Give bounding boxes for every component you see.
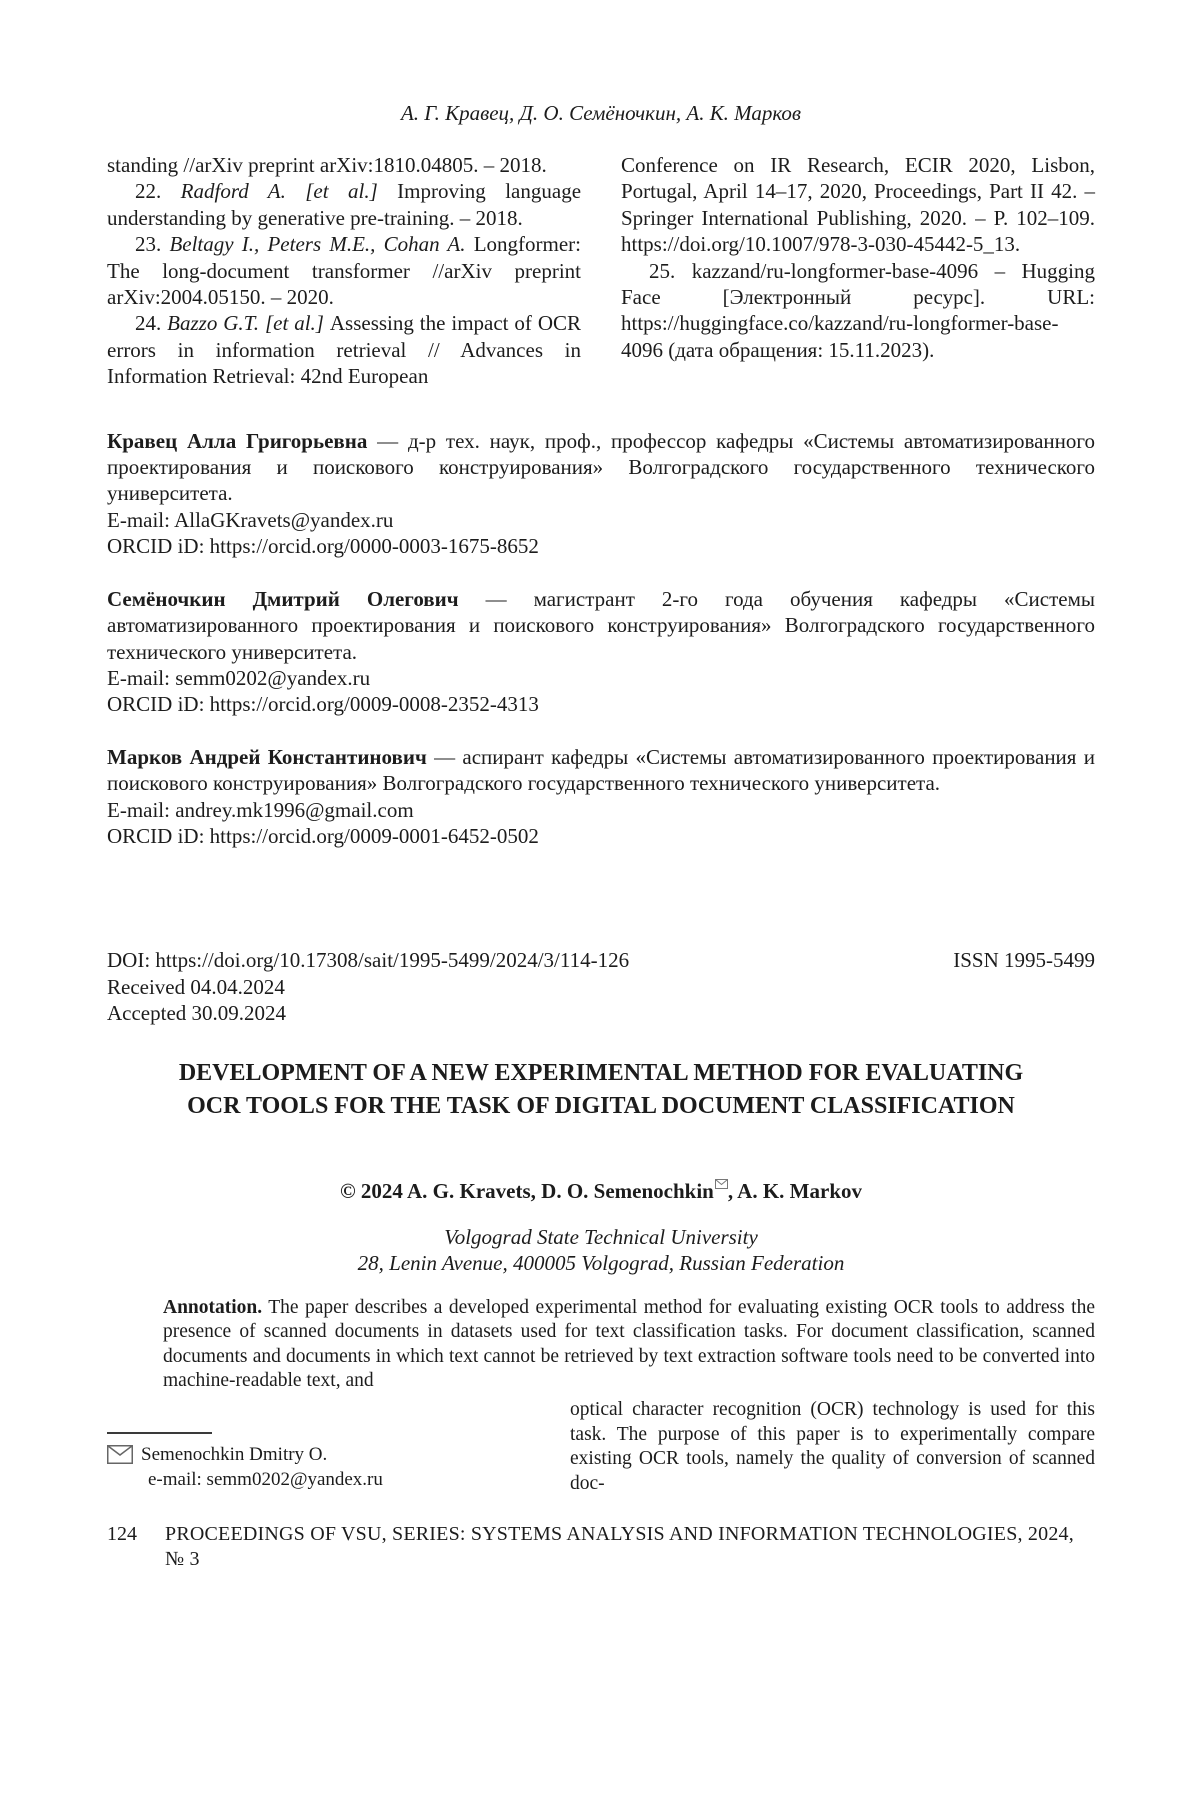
article-meta-section (107, 947, 1095, 1026)
author-name: Семёночкин Дмитрий Олегович (107, 586, 459, 611)
reference-authors: Beltagy I., Peters M.E., Cohan A. (169, 232, 474, 257)
reference-item (621, 258, 1095, 364)
author-bio-text: — д-р тех. наук, проф., профессор кафедры «Системы автоматизированного проектирования и поискового конструирования» Волгоградского государственного технического университета. (107, 428, 1095, 506)
issn: ISSN 1995-5499 (953, 948, 1095, 973)
annotation-wrap-row (107, 1398, 1095, 1496)
author-email: E-mail: AllaGKravets@yandex.ru (107, 507, 394, 532)
journal-title: PROCEEDINGS OF VSU, SERIES: SYSTEMS ANALYSIS AND INFORMATION TECHNOLOGIES, 2024, № 3 (165, 1523, 1074, 1571)
author-bio (107, 744, 1095, 850)
reference-number: 25. (649, 258, 692, 283)
envelope-icon (715, 1179, 728, 1189)
reference-text: standing //arXiv preprint arXiv:1810.04805. – 2018. (107, 153, 547, 177)
references-section (107, 152, 1095, 390)
footnote-email: e-mail: semm0202@yandex.ru (148, 1468, 383, 1490)
reference-text: Conference on IR Research, ECIR 2020, Lisbon, Portugal, April 14–17, 2020, Proceedings, Part II 42. – Springer International Publishing, 2020. – P. 102–109. https://doi.org/10.1007/978-3-030-45442-5_13. (621, 153, 1095, 257)
reference-number: 23. (135, 232, 170, 257)
reference-item (107, 231, 581, 310)
reference-number: 22. (135, 179, 181, 204)
reference-text: Improving language understanding by generative pre-training. – 2018. (107, 179, 582, 230)
author-bio-paragraph (107, 586, 1095, 665)
copyright-authors-tail: , A. K. Markov (727, 1178, 863, 1203)
author-bio (107, 428, 1095, 560)
reference-authors: Bazzo G.T. [et al.] (167, 311, 330, 336)
reference-item (107, 178, 581, 231)
affiliation-block (107, 1224, 1095, 1276)
author-bio-text: — магистрант 2-го года обучения кафедры «Системы автоматизированного проектирования и поискового конструирования» Волгоградского государственного технического университета. (107, 586, 1095, 664)
author-email: E-mail: semm0202@yandex.ru (107, 665, 371, 690)
reference-number: 24. (135, 311, 168, 336)
reference-text: Assessing the impact of OCR errors in information retrieval // Advances in Information Retrieval: 42nd European (107, 311, 582, 389)
reference-item (107, 310, 581, 389)
affiliation-line: Volgograd State Technical University (444, 1224, 758, 1249)
author-orcid: ORCID iD: https://orcid.org/0009-0008-2352-4313 (107, 692, 539, 717)
annotation-label: Annotation. (163, 1296, 263, 1318)
references-left-column (107, 152, 581, 390)
author-email: E-mail: andrey.mk1996@gmail.com (107, 797, 414, 822)
references-right-column (621, 152, 1095, 390)
reference-item (621, 152, 1095, 258)
author-orcid: ORCID iD: https://orcid.org/0000-0003-1675-8652 (107, 534, 539, 559)
author-name: Кравец Алла Григорьевна (107, 428, 368, 453)
affiliation-line: 28, Lenin Avenue, 400005 Volgograd, Russian Federation (357, 1250, 845, 1275)
article-title: DEVELOPMENT OF A NEW EXPERIMENTAL METHOD FOR EVALUATING OCR TOOLS FOR THE TASK OF DIGITAL DOCUMENT CLASSIFICATION (178, 1059, 1024, 1119)
author-bio (107, 586, 1095, 718)
reference-text: Longformer: The long-document transformer //arXiv preprint arXiv:2004.05150. – 2020. (107, 232, 581, 310)
footnote-author: Semenochkin Dmitry O. (141, 1443, 328, 1465)
footnote-author-line (107, 1442, 457, 1467)
author-bios-section (107, 428, 1095, 850)
page-content (107, 100, 1095, 1572)
corresponding-author-footnote (107, 1398, 457, 1492)
annotation-text-part1: The paper describes a developed experimental method for evaluating existing OCR tools to address the presence of scanned documents in datasets used for text classification tasks. For document classification, scanned documents and documents in which text cannot be retrieved by text extraction software tools need to be converted into machine-readable text, and (163, 1296, 1095, 1392)
annotation-paragraph (163, 1296, 1095, 1394)
envelope-icon (107, 1445, 133, 1464)
footnote-divider (107, 1432, 212, 1434)
author-bio-paragraph (107, 428, 1095, 507)
reference-authors: Radford A. [et al.] (180, 179, 398, 204)
doi-issn-row (107, 947, 1095, 973)
author-bio-paragraph (107, 744, 1095, 797)
page-footer (107, 1522, 1095, 1572)
annotation-text-part2: optical character recognition (OCR) technology is used for this task. The purpose of this paper is to experimentally compare existing OCR tools, namely the quality of conversion of scanned doc- (570, 1398, 1095, 1494)
reference-item (107, 152, 581, 178)
author-orcid: ORCID iD: https://orcid.org/0009-0001-6452-0502 (107, 823, 539, 848)
running-head: А. Г. Кравец, Д. О. Семёночкин, А. К. Марков (400, 101, 801, 125)
received-line: Received 04.04.2024 (107, 974, 285, 999)
author-bio-text: — аспирант кафедры «Системы автоматизированного проектирования и поискового конструирования» Волгоградского государственного технического университета. (107, 744, 1095, 796)
doi-line: DOI: https://doi.org/10.17308/sait/1995-5499/2024/3/114-126 (107, 948, 630, 973)
copyright-authors: © 2024 A. G. Kravets, D. O. Semenochkin (339, 1178, 714, 1203)
accepted-line: Accepted 30.09.2024 (107, 1001, 287, 1026)
copyright-line (107, 1178, 1095, 1204)
reference-text: kazzand/ru-longformer-base-4096 – Hugging Face [Электронный ресурс]. URL: https://huggingface.co/kazzand/ru-longformer-base-4096 (дата обращения: 15.11.2023). (621, 258, 1096, 362)
page-number: 124 (107, 1523, 137, 1546)
author-name: Марков Андрей Константинович (107, 744, 427, 769)
